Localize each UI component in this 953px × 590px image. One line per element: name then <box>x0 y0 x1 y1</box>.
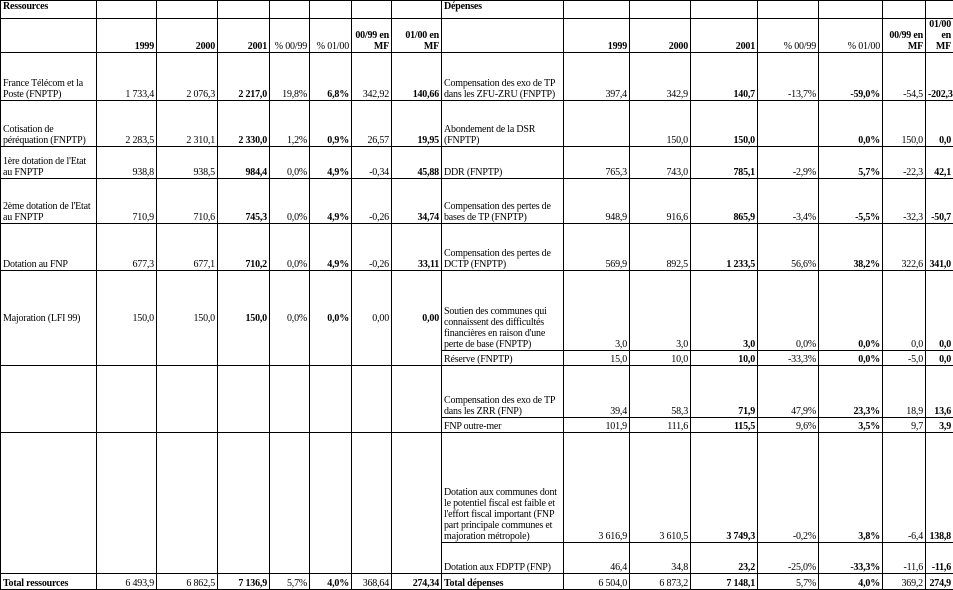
cell: 23,3% <box>819 366 883 418</box>
cell: 38,2% <box>819 224 883 271</box>
cell: 785,1 <box>691 147 758 179</box>
cell: 1 733,4 <box>97 53 157 101</box>
col-mf-0099: 00/99 en MF <box>883 19 926 53</box>
resource-label: Dotation au FNP <box>1 224 97 271</box>
expense-label: FNP outre-mer <box>442 418 564 433</box>
cell <box>564 101 630 147</box>
title-row <box>1 1 953 19</box>
col-2000: 2000 <box>630 19 691 53</box>
resource-label: 2ème dotation de l'Etat au FNPTP <box>1 179 97 224</box>
cell: 150,0 <box>883 101 926 147</box>
cell: 33,11 <box>392 224 442 271</box>
cell: 677,1 <box>157 224 218 271</box>
cell: 3,9 <box>926 418 953 433</box>
cell: 47,9% <box>758 366 819 418</box>
cell: -11,6 <box>883 543 926 574</box>
expense-label: Réserve (FNPTP) <box>442 351 564 366</box>
col-mf-0100: 01/00 en MF <box>392 19 442 53</box>
cell: 19,95 <box>392 101 442 147</box>
cell: 34,74 <box>392 179 442 224</box>
cell: 42,1 <box>926 147 953 179</box>
cell: 0,0 <box>926 271 953 351</box>
cell: 18,9 <box>883 366 926 418</box>
cell: 4,0% <box>819 574 883 590</box>
cell: -0,2% <box>758 433 819 543</box>
cell: 26,57 <box>352 101 392 147</box>
cell: 4,9% <box>310 224 352 271</box>
cell: 765,3 <box>564 147 630 179</box>
cell: 0,0% <box>819 271 883 351</box>
cell: 3 610,5 <box>630 433 691 543</box>
cell: 569,9 <box>564 224 630 271</box>
expense-label: Dotation aux FDPTP (FNP) <box>442 543 564 574</box>
cell: 150,0 <box>157 271 218 366</box>
cell: -59,0% <box>819 53 883 101</box>
cell: 3 616,9 <box>564 433 630 543</box>
table-row <box>1 53 953 101</box>
cell: 3,5% <box>819 418 883 433</box>
cell: 6 493,9 <box>97 574 157 590</box>
cell: 0,0% <box>270 271 310 366</box>
cell: -33,3% <box>819 543 883 574</box>
cell: 2 076,3 <box>157 53 218 101</box>
cell: -5,5% <box>819 179 883 224</box>
cell: -33,3% <box>758 351 819 366</box>
cell: 0,0 <box>926 101 953 147</box>
table-row <box>1 179 953 224</box>
cell: -6,4 <box>883 433 926 543</box>
cell: 6 873,2 <box>630 574 691 590</box>
cell: 150,0 <box>218 271 270 366</box>
cell: 115,5 <box>691 418 758 433</box>
cell: -25,0% <box>758 543 819 574</box>
cell: 342,92 <box>352 53 392 101</box>
cell: 397,4 <box>564 53 630 101</box>
cell: 342,9 <box>630 53 691 101</box>
cell: 19,8% <box>270 53 310 101</box>
cell: 2 283,5 <box>97 101 157 147</box>
cell: -32,3 <box>883 179 926 224</box>
cell: 274,34 <box>392 574 442 590</box>
cell: 13,6 <box>926 366 953 418</box>
cell: 71,9 <box>691 366 758 418</box>
cell: 4,9% <box>310 179 352 224</box>
cell: 34,8 <box>630 543 691 574</box>
totals-row <box>1 574 953 590</box>
cell: -11,6 <box>926 543 953 574</box>
total-expenses-label: Total dépenses <box>442 574 564 590</box>
cell: 5,7% <box>819 147 883 179</box>
cell: 4,0% <box>310 574 352 590</box>
cell: 45,88 <box>392 147 442 179</box>
col-2000: 2000 <box>157 19 218 53</box>
cell: -202,3 <box>926 53 953 101</box>
cell: 916,6 <box>630 179 691 224</box>
cell: 101,9 <box>564 418 630 433</box>
cell: 7 148,1 <box>691 574 758 590</box>
cell: 10,0 <box>691 351 758 366</box>
cell: 0,0% <box>310 271 352 366</box>
cell: 369,2 <box>883 574 926 590</box>
cell: 3,0 <box>564 271 630 351</box>
cell: 150,0 <box>97 271 157 366</box>
cell: -13,7% <box>758 53 819 101</box>
cell: 6,8% <box>310 53 352 101</box>
cell: 140,7 <box>691 53 758 101</box>
col-1999: 1999 <box>564 19 630 53</box>
resource-label: Cotisation de péréquation (FNPTP) <box>1 101 97 147</box>
cell: 56,6% <box>758 224 819 271</box>
col-mf-0099: 00/99 en MF <box>352 19 392 53</box>
cell: 3,0 <box>691 271 758 351</box>
cell: 865,9 <box>691 179 758 224</box>
expense-label: Abondement de la DSR (FNPTP) <box>442 101 564 147</box>
table-row <box>1 366 953 418</box>
cell: -22,3 <box>883 147 926 179</box>
cell: 984,4 <box>218 147 270 179</box>
cell: 3,8% <box>819 433 883 543</box>
cell: 2 310,1 <box>157 101 218 147</box>
cell: 710,2 <box>218 224 270 271</box>
cell: 1 233,5 <box>691 224 758 271</box>
cell: 23,2 <box>691 543 758 574</box>
cell: 15,0 <box>564 351 630 366</box>
cell: 743,0 <box>630 147 691 179</box>
cell: -0,26 <box>352 179 392 224</box>
cell: 3,0 <box>630 271 691 351</box>
expense-label: Compensation des exo de TP dans les ZFU-ZRU (FNPTP) <box>442 53 564 101</box>
cell: 58,3 <box>630 366 691 418</box>
cell: 0,0% <box>819 101 883 147</box>
cell: -3,4% <box>758 179 819 224</box>
table-row <box>1 101 953 147</box>
cell: 938,8 <box>97 147 157 179</box>
cell: 5,7% <box>758 574 819 590</box>
cell: 0,9% <box>310 101 352 147</box>
table-row <box>1 271 953 351</box>
cell: -0,34 <box>352 147 392 179</box>
resources-title: Ressources <box>1 1 97 19</box>
cell: -50,7 <box>926 179 953 224</box>
cell: 6 862,5 <box>157 574 218 590</box>
col-pct-0099: % 00/99 <box>758 19 819 53</box>
table-row <box>1 224 953 271</box>
col-2001: 2001 <box>691 19 758 53</box>
cell: 0,0% <box>270 224 310 271</box>
cell: 0,0% <box>270 147 310 179</box>
col-mf-0100: 01/00 en MF <box>926 19 953 53</box>
cell: 140,66 <box>392 53 442 101</box>
cell: 5,7% <box>270 574 310 590</box>
expense-label: DDR (FNPTP) <box>442 147 564 179</box>
resource-label: Majoration (LFI 99) <box>1 271 97 366</box>
cell: 0,00 <box>352 271 392 366</box>
col-pct-0100: % 01/00 <box>310 19 352 53</box>
table-row <box>1 433 953 543</box>
cell: 0,0 <box>883 271 926 351</box>
cell: 0,0 <box>926 351 953 366</box>
expense-label: Compensation des exo de TP dans les ZRR (FNP) <box>442 366 564 418</box>
cell: 710,9 <box>97 179 157 224</box>
col-pct-0099: % 00/99 <box>270 19 310 53</box>
cell: 10,0 <box>630 351 691 366</box>
col-pct-0100: % 01/00 <box>819 19 883 53</box>
expense-label: Dotation aux communes dont le potentiel fiscal est faible et l'effort fiscal important (FNP part principale communes et majoration métropole) <box>442 433 564 543</box>
expense-label: Soutien des communes qui connaissent des difficultés financières en raison d'une perte de base (FNPTP) <box>442 271 564 351</box>
cell: 677,3 <box>97 224 157 271</box>
resource-label: 1ère dotation de l'Etat au FNPTP <box>1 147 97 179</box>
cell: -2,9% <box>758 147 819 179</box>
cell: 892,5 <box>630 224 691 271</box>
cell: 7 136,9 <box>218 574 270 590</box>
col-1999: 1999 <box>97 19 157 53</box>
cell: 341,0 <box>926 224 953 271</box>
cell: 2 217,0 <box>218 53 270 101</box>
header-row <box>1 19 953 53</box>
cell: -54,5 <box>883 53 926 101</box>
cell: 9,7 <box>883 418 926 433</box>
cell: 938,5 <box>157 147 218 179</box>
cell: 1,2% <box>270 101 310 147</box>
resource-label: France Télécom et la Poste (FNPTP) <box>1 53 97 101</box>
cell: -0,26 <box>352 224 392 271</box>
cell: 948,9 <box>564 179 630 224</box>
cell: 39,4 <box>564 366 630 418</box>
cell: 322,6 <box>883 224 926 271</box>
cell: 368,64 <box>352 574 392 590</box>
cell <box>758 101 819 147</box>
cell: 2 330,0 <box>218 101 270 147</box>
total-resources-label: Total ressources <box>1 574 97 590</box>
cell: 274,9 <box>926 574 953 590</box>
cell: 0,0% <box>758 271 819 351</box>
cell: 0,0% <box>819 351 883 366</box>
cell: 3 749,3 <box>691 433 758 543</box>
cell: 138,8 <box>926 433 953 543</box>
cell: 9,6% <box>758 418 819 433</box>
cell: 0,0% <box>270 179 310 224</box>
cell: 150,0 <box>630 101 691 147</box>
cell: 710,6 <box>157 179 218 224</box>
cell: -5,0 <box>883 351 926 366</box>
cell: 4,9% <box>310 147 352 179</box>
cell: 6 504,0 <box>564 574 630 590</box>
expenses-title: Dépenses <box>442 1 564 19</box>
cell: 46,4 <box>564 543 630 574</box>
col-2001: 2001 <box>218 19 270 53</box>
table-row <box>1 147 953 179</box>
cell: 0,00 <box>392 271 442 366</box>
expense-label: Compensation des pertes de bases de TP (FNPTP) <box>442 179 564 224</box>
cell: 111,6 <box>630 418 691 433</box>
expense-label: Compensation des pertes de DCTP (FNPTP) <box>442 224 564 271</box>
cell: 150,0 <box>691 101 758 147</box>
cell: 745,3 <box>218 179 270 224</box>
